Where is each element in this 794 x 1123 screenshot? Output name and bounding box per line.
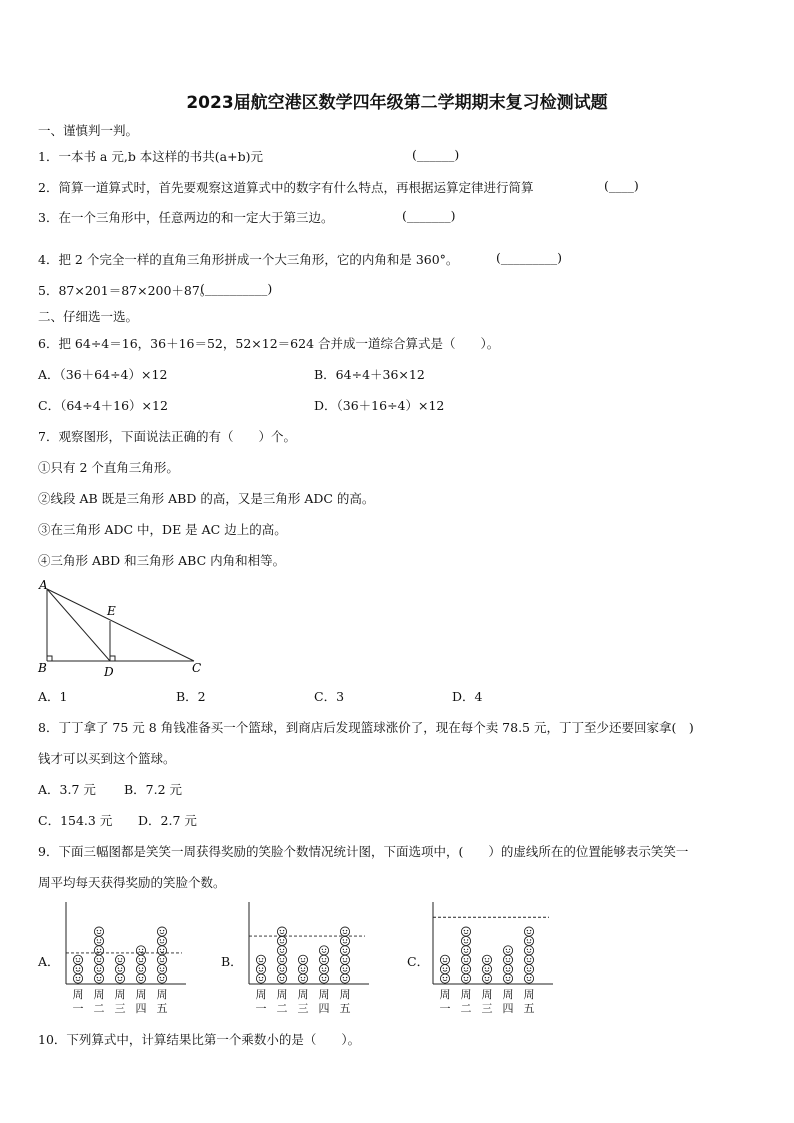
smiley-icon bbox=[340, 974, 349, 983]
smiley-icon bbox=[136, 946, 145, 955]
q9-option-a-label[interactable]: A． bbox=[38, 954, 60, 969]
day-label: 三 bbox=[114, 1002, 126, 1015]
day-label: 周 bbox=[339, 988, 351, 1001]
smiley-icon bbox=[503, 955, 512, 964]
smiley-icon bbox=[340, 927, 349, 936]
point-label-e: E bbox=[107, 604, 116, 618]
smiley-icon bbox=[440, 965, 449, 974]
q8-option-a[interactable]: A．3.7 元 bbox=[38, 782, 96, 797]
answer-blank-5[interactable]: (__________) bbox=[200, 281, 273, 296]
question-7: 7．观察图形，下面说法正确的有（ ）个。 bbox=[38, 429, 296, 444]
answer-blank-3[interactable]: (_______) bbox=[402, 208, 456, 223]
question-1: 1．一本书 a 元,b 本这样的书共(a+b)元 bbox=[38, 149, 263, 164]
smiley-icon bbox=[503, 946, 512, 955]
day-label: 周 bbox=[318, 988, 330, 1001]
day-label: 三 bbox=[481, 1002, 493, 1015]
question-5: 5．87×201＝87×200＋87。 bbox=[38, 283, 213, 298]
point-label-c: C bbox=[192, 661, 202, 675]
smiley-icon bbox=[73, 955, 82, 964]
q7-option-b[interactable]: B．2 bbox=[176, 689, 206, 704]
smiley-icon bbox=[298, 974, 307, 983]
smiley-icon bbox=[482, 974, 491, 983]
smiley-icon bbox=[157, 974, 166, 983]
section-heading-choose: 二、仔细选一选。 bbox=[38, 309, 139, 324]
day-label: 四 bbox=[318, 1002, 330, 1015]
q6-option-d[interactable]: D．（36＋16÷4）×12 bbox=[314, 398, 445, 413]
smiley-icon bbox=[461, 974, 470, 983]
day-label: 二 bbox=[460, 1002, 472, 1015]
answer-blank-1[interactable]: (______) bbox=[412, 147, 460, 162]
smiley-icon bbox=[73, 974, 82, 983]
smiley-icon bbox=[94, 955, 103, 964]
smiley-icon bbox=[524, 965, 533, 974]
smiley-icon bbox=[277, 946, 286, 955]
smiley-icon bbox=[340, 936, 349, 945]
smiley-icon bbox=[157, 936, 166, 945]
q9-option-b-label[interactable]: B． bbox=[221, 954, 243, 969]
day-label: 三 bbox=[297, 1002, 309, 1015]
day-label: 五 bbox=[523, 1002, 535, 1015]
smiley-icon bbox=[340, 955, 349, 964]
smiley-icon bbox=[524, 955, 533, 964]
day-label: 周 bbox=[72, 988, 84, 1001]
smiley-icon bbox=[440, 974, 449, 983]
smiley-icon bbox=[319, 946, 328, 955]
question-9-line2: 周平均每天获得奖励的笑脸个数。 bbox=[38, 875, 226, 890]
question-3: 3．在一个三角形中，任意两边的和一定大于第三边。 bbox=[38, 210, 334, 225]
smiley-icon bbox=[94, 936, 103, 945]
q9-chart-c bbox=[425, 898, 560, 1024]
day-label: 周 bbox=[156, 988, 168, 1001]
smiley-icon bbox=[73, 965, 82, 974]
section-heading-judge: 一、谨慎判一判。 bbox=[38, 123, 139, 138]
smiley-icon bbox=[94, 965, 103, 974]
smiley-icon bbox=[94, 974, 103, 983]
q7-option-c[interactable]: C．3 bbox=[314, 689, 345, 704]
question-2: 2．简算一道算式时，首先要观察这道算式中的数字有什么特点，再根据运算定律进行简算 bbox=[38, 180, 534, 195]
smiley-icon bbox=[115, 974, 124, 983]
question-8-line2: 钱才可以买到这个篮球。 bbox=[38, 751, 176, 766]
smiley-icon bbox=[503, 974, 512, 983]
smiley-icon bbox=[524, 974, 533, 983]
smiley-icon bbox=[524, 936, 533, 945]
smiley-icon bbox=[256, 955, 265, 964]
day-label: 周 bbox=[439, 988, 451, 1001]
smiley-icon bbox=[157, 946, 166, 955]
smiley-icon bbox=[482, 955, 491, 964]
smiley-icon bbox=[94, 946, 103, 955]
day-label: 二 bbox=[276, 1002, 288, 1015]
day-label: 周 bbox=[255, 988, 267, 1001]
day-label: 周 bbox=[502, 988, 514, 1001]
day-label: 周 bbox=[481, 988, 493, 1001]
smiley-icon bbox=[157, 927, 166, 936]
day-label: 四 bbox=[502, 1002, 514, 1015]
page-title: 2023届航空港区数学四年级第二学期期末复习检测试题 bbox=[186, 93, 608, 113]
question-10: 10．下列算式中，计算结果比第一个乘数小的是（ ）。 bbox=[38, 1032, 361, 1047]
q9-chart-a bbox=[58, 898, 193, 1024]
smiley-icon bbox=[136, 974, 145, 983]
day-label: 四 bbox=[135, 1002, 147, 1015]
day-label: 五 bbox=[156, 1002, 168, 1015]
day-label: 周 bbox=[135, 988, 147, 1001]
smiley-icon bbox=[115, 965, 124, 974]
question-8-line1: 8．丁丁拿了 75 元 8 角钱准备买一个篮球，到商店后发现篮球涨价了，现在每个卖 78.5 元，丁丁至少还要回家拿( ) bbox=[38, 720, 694, 735]
smiley-icon bbox=[319, 974, 328, 983]
smiley-icon bbox=[298, 965, 307, 974]
smiley-icon bbox=[524, 927, 533, 936]
answer-blank-2[interactable]: (____) bbox=[604, 178, 639, 193]
day-label: 周 bbox=[297, 988, 309, 1001]
smiley-icon bbox=[256, 965, 265, 974]
smiley-icon bbox=[503, 965, 512, 974]
q7-statement-3: ③在三角形 ADC 中，DE 是 AC 边上的高。 bbox=[38, 522, 287, 537]
q6-option-c[interactable]: C．（64÷4＋16）×12 bbox=[38, 398, 168, 413]
q7-statement-4: ④三角形 ABD 和三角形 ABC 内角和相等。 bbox=[38, 553, 286, 568]
smiley-icon bbox=[319, 965, 328, 974]
answer-blank-4[interactable]: (_________) bbox=[496, 250, 563, 265]
triangle-figure bbox=[36, 580, 211, 684]
q7-statement-1: ①只有 2 个直角三角形。 bbox=[38, 460, 179, 475]
q8-option-c[interactable]: C．154.3 元 bbox=[38, 813, 113, 828]
day-label: 一 bbox=[255, 1002, 267, 1015]
day-label: 周 bbox=[93, 988, 105, 1001]
day-label: 周 bbox=[523, 988, 535, 1001]
smiley-icon bbox=[136, 955, 145, 964]
smiley-icon bbox=[340, 946, 349, 955]
smiley-icon bbox=[277, 955, 286, 964]
point-label-a: A bbox=[39, 578, 48, 592]
day-label: 周 bbox=[114, 988, 126, 1001]
smiley-icon bbox=[157, 955, 166, 964]
smiley-icon bbox=[461, 936, 470, 945]
q7-statement-2: ②线段 AB 既是三角形 ABD 的高，又是三角形 ADC 的高。 bbox=[38, 491, 375, 506]
smiley-icon bbox=[340, 965, 349, 974]
q7-option-a[interactable]: A．1 bbox=[38, 689, 68, 704]
question-9-line1: 9．下面三幅图都是笑笑一周获得奖励的笑脸个数情况统计图，下面选项中，( ）的虚线所在的位置能够表示笑笑一 bbox=[38, 844, 689, 859]
smiley-icon bbox=[461, 965, 470, 974]
smiley-icon bbox=[482, 965, 491, 974]
segment-ac bbox=[47, 589, 194, 661]
smiley-icon bbox=[461, 955, 470, 964]
day-label: 一 bbox=[72, 1002, 84, 1015]
smiley-icon bbox=[256, 974, 265, 983]
q8-option-b[interactable]: B．7.2 元 bbox=[124, 782, 183, 797]
smiley-icon bbox=[524, 946, 533, 955]
smiley-icon bbox=[461, 946, 470, 955]
q8-option-d[interactable]: D．2.7 元 bbox=[138, 813, 197, 828]
smiley-icon bbox=[136, 965, 145, 974]
smiley-icon bbox=[298, 955, 307, 964]
smiley-icon bbox=[115, 955, 124, 964]
point-label-d: D bbox=[104, 665, 114, 679]
right-angle-mark-d bbox=[110, 656, 115, 661]
q7-option-d[interactable]: D．4 bbox=[452, 689, 483, 704]
q9-chart-b bbox=[241, 898, 376, 1024]
day-label: 周 bbox=[460, 988, 472, 1001]
segment-ad bbox=[47, 589, 110, 661]
smiley-icon bbox=[319, 955, 328, 964]
q6-option-a[interactable]: A．（36＋64÷4）×12 bbox=[38, 367, 168, 382]
right-angle-mark-b bbox=[47, 656, 52, 661]
smiley-icon bbox=[94, 927, 103, 936]
q9-option-c-label[interactable]: C． bbox=[407, 954, 430, 969]
smiley-icon bbox=[440, 955, 449, 964]
question-6: 6．把 64÷4＝16，36＋16＝52，52×12＝624 合并成一道综合算式是（ ）。 bbox=[38, 336, 500, 351]
smiley-icon bbox=[157, 965, 166, 974]
smiley-icon bbox=[277, 974, 286, 983]
q6-option-b[interactable]: B．64÷4＋36×12 bbox=[314, 367, 425, 382]
smiley-icon bbox=[277, 927, 286, 936]
smiley-icon bbox=[277, 936, 286, 945]
question-4: 4．把 2 个完全一样的直角三角形拼成一个大三角形，它的内角和是 360°。 bbox=[38, 252, 459, 267]
day-label: 周 bbox=[276, 988, 288, 1001]
smiley-icon bbox=[461, 927, 470, 936]
point-label-b: B bbox=[38, 661, 47, 675]
day-label: 二 bbox=[93, 1002, 105, 1015]
day-label: 一 bbox=[439, 1002, 451, 1015]
day-label: 五 bbox=[339, 1002, 351, 1015]
smiley-icon bbox=[277, 965, 286, 974]
